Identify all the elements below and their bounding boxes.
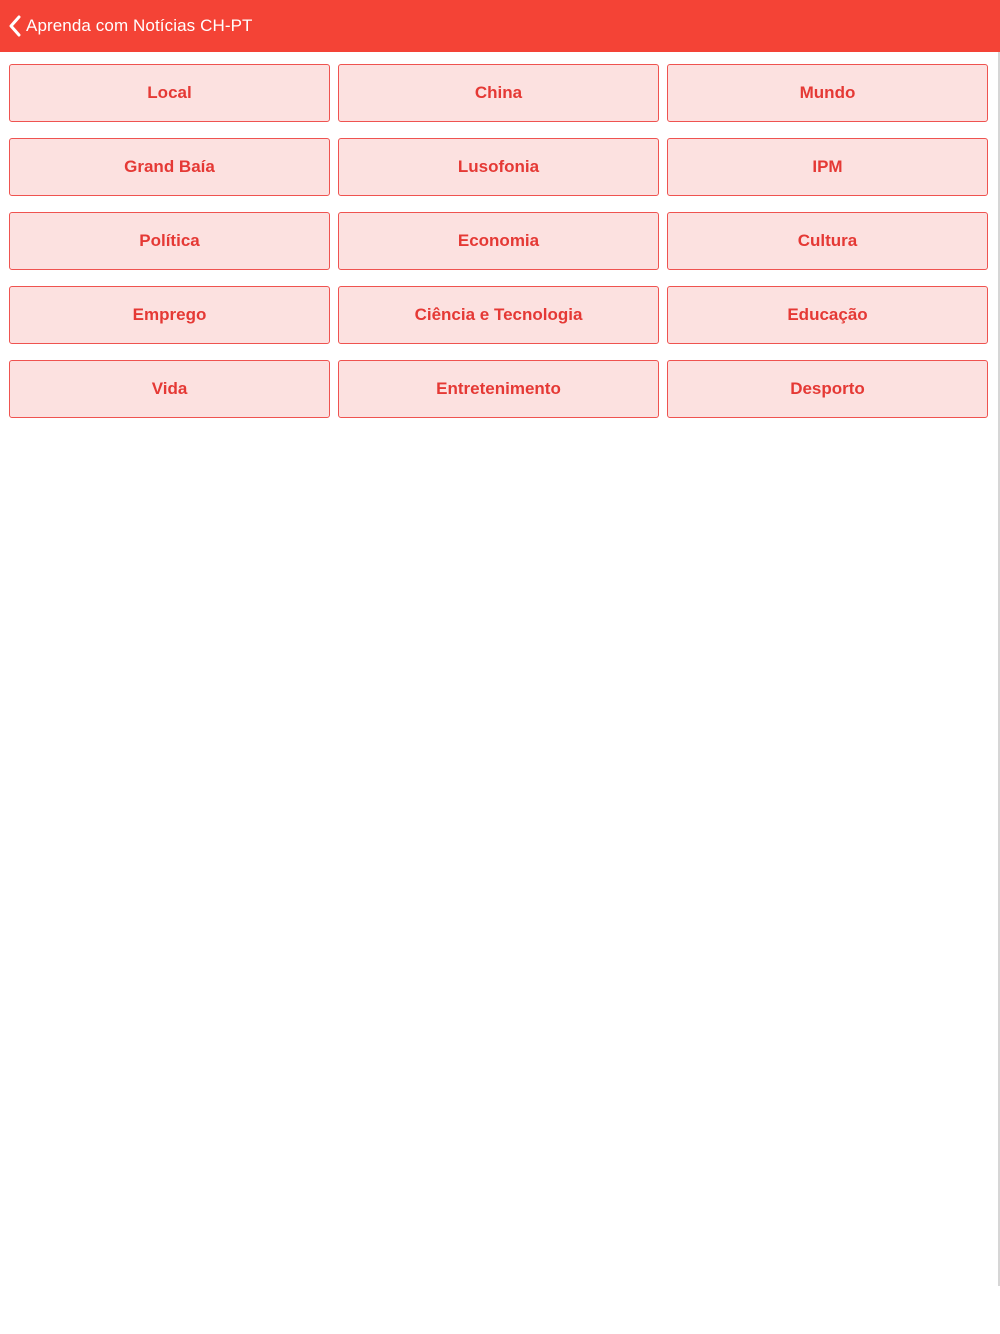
category-button-mundo[interactable]: Mundo [667,64,988,122]
page-title: Aprenda com Notícias CH-PT [26,16,253,35]
category-button-local[interactable]: Local [9,64,330,122]
category-button-educacao[interactable]: Educação [667,286,988,344]
category-button-economia[interactable]: Economia [338,212,659,270]
category-button-lusofonia[interactable]: Lusofonia [338,138,659,196]
top-nav-bar [0,0,1000,52]
back-button[interactable] [0,0,253,52]
category-button-politica[interactable]: Política [9,212,330,270]
category-button-desporto[interactable]: Desporto [667,360,988,418]
category-button-entretenimento[interactable]: Entretenimento [338,360,659,418]
category-button-ciencia-e-tecnologia[interactable]: Ciência e Tecnologia [338,286,659,344]
category-button-ipm[interactable]: IPM [667,138,988,196]
chevron-left-icon [8,15,22,37]
category-button-grand-baia[interactable]: Grand Baía [9,138,330,196]
category-button-china[interactable]: China [338,64,659,122]
category-button-emprego[interactable]: Emprego [9,286,330,344]
category-grid [9,64,988,418]
category-button-vida[interactable]: Vida [9,360,330,418]
category-button-cultura[interactable]: Cultura [667,212,988,270]
